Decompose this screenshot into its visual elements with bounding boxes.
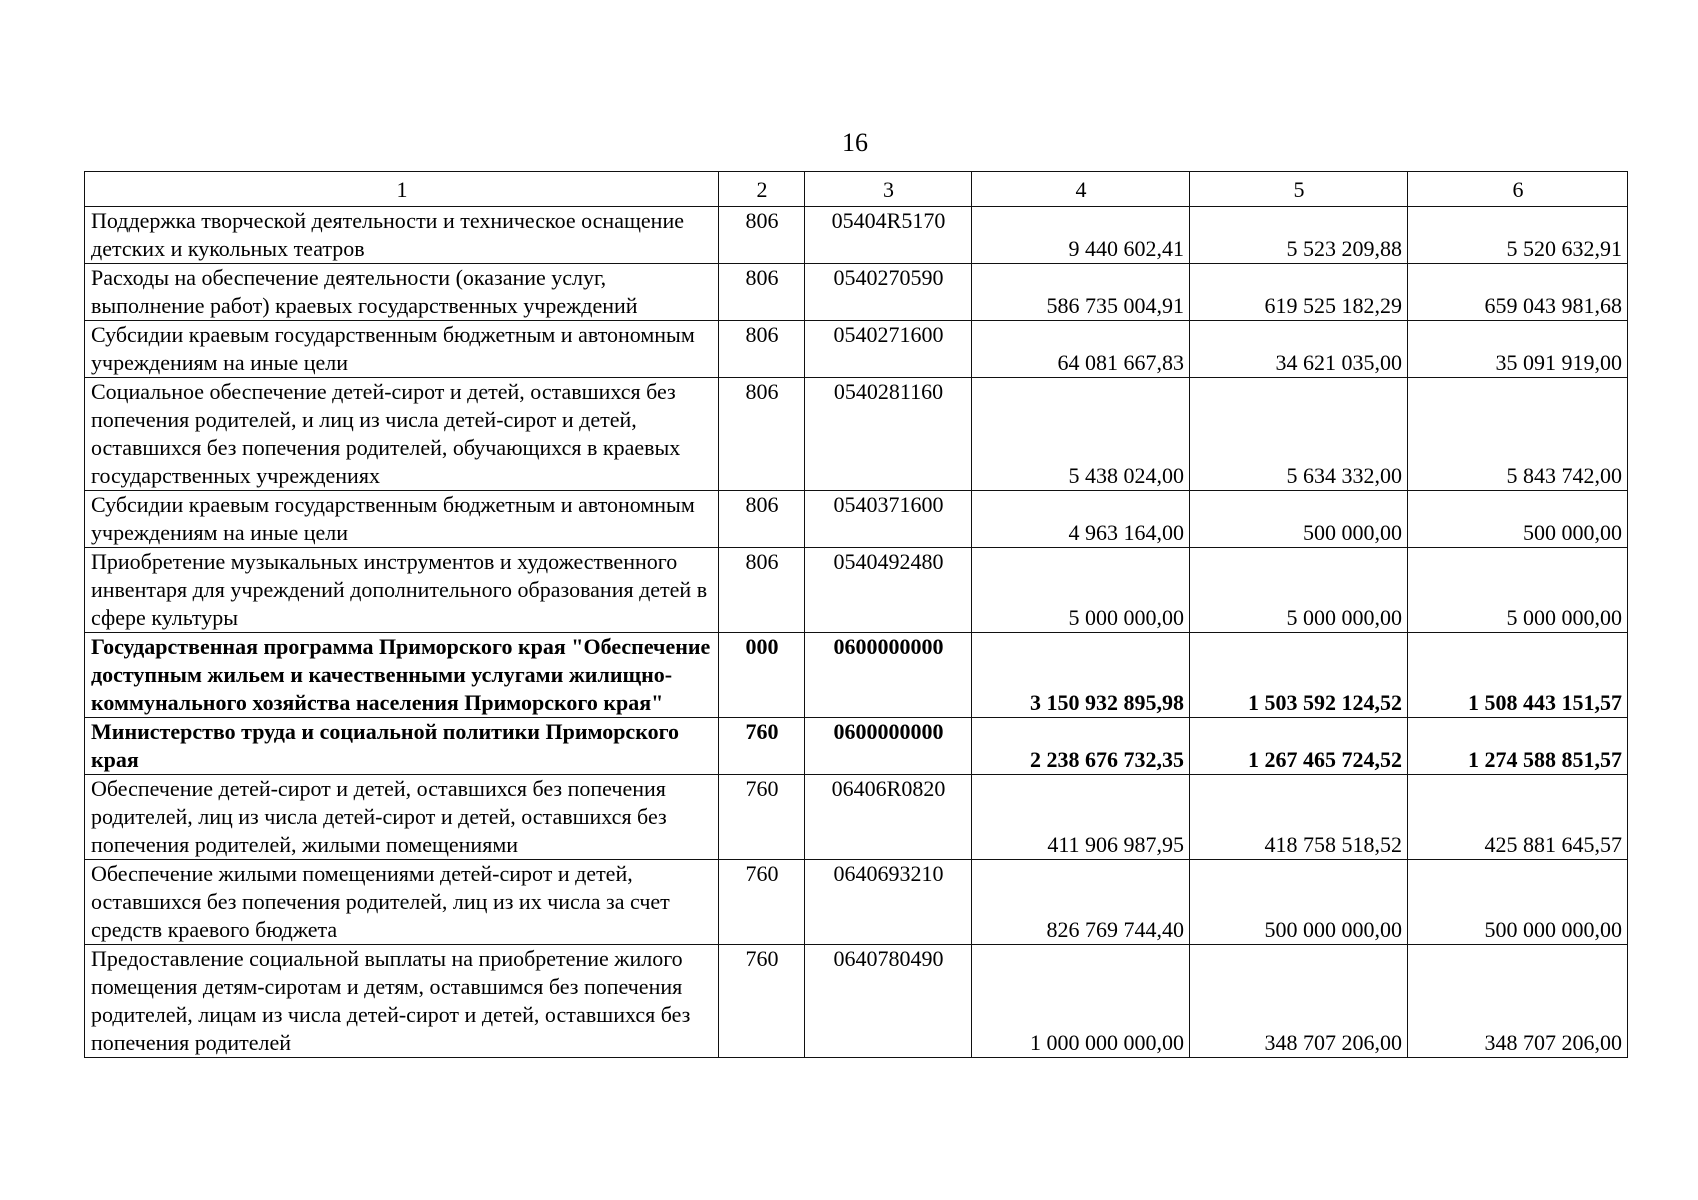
row-value-col-5-cell: 34 621 035,00: [1190, 321, 1408, 378]
row-admin-code-cell: 000: [719, 633, 805, 718]
row-value-col-6-cell: 1 274 588 851,57: [1408, 718, 1628, 775]
row-value-col-4-cell: 411 906 987,95: [972, 775, 1190, 860]
row-name-cell: Государственная программа Приморского края "Обеспечение доступным жильем и качественными услугами жилищно-коммунального хозяйства населения Приморского края": [85, 633, 719, 718]
table-row: [85, 378, 1628, 491]
row-target-code-cell: 0540271600: [805, 321, 972, 378]
table-row: [85, 775, 1628, 860]
table-row: [85, 860, 1628, 945]
row-target-code-cell: 0540270590: [805, 264, 972, 321]
table-row: [85, 207, 1628, 264]
table-row: [85, 718, 1628, 775]
row-value-col-4-cell: 1 000 000 000,00: [972, 945, 1190, 1058]
row-value-col-4-cell: 3 150 932 895,98: [972, 633, 1190, 718]
row-admin-code-cell: 760: [719, 718, 805, 775]
row-value-col-5-cell: 418 758 518,52: [1190, 775, 1408, 860]
row-name-cell: Социальное обеспечение детей-сирот и детей, оставшихся без попечения родителей, и лиц из числа детей-сирот и детей, оставшихся без попечения родителей, обучающихся в краевых государственных учреждениях: [85, 378, 719, 491]
row-value-col-4-cell: 2 238 676 732,35: [972, 718, 1190, 775]
row-name-cell: Обеспечение жилыми помещениями детей-сирот и детей, оставшихся без попечения родителей, лиц из их числа за счет средств краевого бюджета: [85, 860, 719, 945]
row-target-code-cell: 06406R0820: [805, 775, 972, 860]
row-admin-code-cell: 760: [719, 945, 805, 1058]
row-value-col-5-cell: 5 000 000,00: [1190, 548, 1408, 633]
row-value-col-6-cell: 348 707 206,00: [1408, 945, 1628, 1058]
row-admin-code-cell: 806: [719, 491, 805, 548]
row-value-col-6-cell: 5 520 632,91: [1408, 207, 1628, 264]
row-value-col-5-cell: 500 000 000,00: [1190, 860, 1408, 945]
page-number: 16: [842, 128, 868, 157]
row-target-code-cell: 0540281160: [805, 378, 972, 491]
row-value-col-5-cell: 619 525 182,29: [1190, 264, 1408, 321]
row-value-col-4-cell: 64 081 667,83: [972, 321, 1190, 378]
row-value-col-4-cell: 586 735 004,91: [972, 264, 1190, 321]
row-value-col-4-cell: 4 963 164,00: [972, 491, 1190, 548]
row-value-col-4-cell: 5 000 000,00: [972, 548, 1190, 633]
row-target-code-cell: 05404R5170: [805, 207, 972, 264]
row-value-col-4-cell: 9 440 602,41: [972, 207, 1190, 264]
row-value-col-6-cell: 500 000 000,00: [1408, 860, 1628, 945]
row-admin-code-cell: 760: [719, 775, 805, 860]
row-value-col-6-cell: 5 843 742,00: [1408, 378, 1628, 491]
row-name-cell: Министерство труда и социальной политики Приморского края: [85, 718, 719, 775]
row-name-cell: Субсидии краевым государственным бюджетным и автономным учреждениям на иные цели: [85, 321, 719, 378]
row-target-code-cell: 0540492480: [805, 548, 972, 633]
row-name-cell: Поддержка творческой деятельности и техническое оснащение детских и кукольных театров: [85, 207, 719, 264]
row-value-col-6-cell: 35 091 919,00: [1408, 321, 1628, 378]
row-target-code-cell: 0640693210: [805, 860, 972, 945]
header-cell-col-6: 6: [1408, 172, 1628, 207]
row-admin-code-cell: 760: [719, 860, 805, 945]
header-cell-col-4: 4: [972, 172, 1190, 207]
header-cell-col-3: 3: [805, 172, 972, 207]
table-row: [85, 491, 1628, 548]
row-value-col-6-cell: 425 881 645,57: [1408, 775, 1628, 860]
row-value-col-4-cell: 5 438 024,00: [972, 378, 1190, 491]
row-admin-code-cell: 806: [719, 207, 805, 264]
row-value-col-6-cell: 659 043 981,68: [1408, 264, 1628, 321]
budget-table-body: [85, 172, 1628, 1058]
row-admin-code-cell: 806: [719, 548, 805, 633]
row-value-col-5-cell: 348 707 206,00: [1190, 945, 1408, 1058]
row-value-col-6-cell: 500 000,00: [1408, 491, 1628, 548]
row-value-col-6-cell: 5 000 000,00: [1408, 548, 1628, 633]
header-cell-col-2: 2: [719, 172, 805, 207]
row-name-cell: Расходы на обеспечение деятельности (оказание услуг, выполнение работ) краевых государственных учреждений: [85, 264, 719, 321]
table-row: [85, 945, 1628, 1058]
row-value-col-5-cell: 1 503 592 124,52: [1190, 633, 1408, 718]
header-row: [85, 172, 1628, 207]
budget-table: [84, 171, 1628, 1058]
table-row: [85, 321, 1628, 378]
row-value-col-5-cell: 5 634 332,00: [1190, 378, 1408, 491]
row-name-cell: Субсидии краевым государственным бюджетным и автономным учреждениям на иные цели: [85, 491, 719, 548]
row-admin-code-cell: 806: [719, 378, 805, 491]
table-row: [85, 264, 1628, 321]
row-target-code-cell: 0600000000: [805, 633, 972, 718]
header-cell-col-1: 1: [85, 172, 719, 207]
row-target-code-cell: 0540371600: [805, 491, 972, 548]
row-target-code-cell: 0640780490: [805, 945, 972, 1058]
row-admin-code-cell: 806: [719, 264, 805, 321]
row-name-cell: Обеспечение детей-сирот и детей, оставшихся без попечения родителей, лиц из числа детей-сирот и детей, оставшихся без попечения родителей, жилыми помещениями: [85, 775, 719, 860]
row-name-cell: Приобретение музыкальных инструментов и художественного инвентаря для учреждений дополнительного образования детей в сфере культуры: [85, 548, 719, 633]
row-value-col-5-cell: 500 000,00: [1190, 491, 1408, 548]
row-value-col-4-cell: 826 769 744,40: [972, 860, 1190, 945]
table-row: [85, 633, 1628, 718]
row-target-code-cell: 0600000000: [805, 718, 972, 775]
row-value-col-6-cell: 1 508 443 151,57: [1408, 633, 1628, 718]
table-row: [85, 548, 1628, 633]
row-admin-code-cell: 806: [719, 321, 805, 378]
row-name-cell: Предоставление социальной выплаты на приобретение жилого помещения детям-сиротам и детям, оставшимся без попечения родителей, лицам из числа детей-сирот и детей, оставшихся без попечения родителей: [85, 945, 719, 1058]
row-value-col-5-cell: 1 267 465 724,52: [1190, 718, 1408, 775]
row-value-col-5-cell: 5 523 209,88: [1190, 207, 1408, 264]
header-cell-col-5: 5: [1190, 172, 1408, 207]
